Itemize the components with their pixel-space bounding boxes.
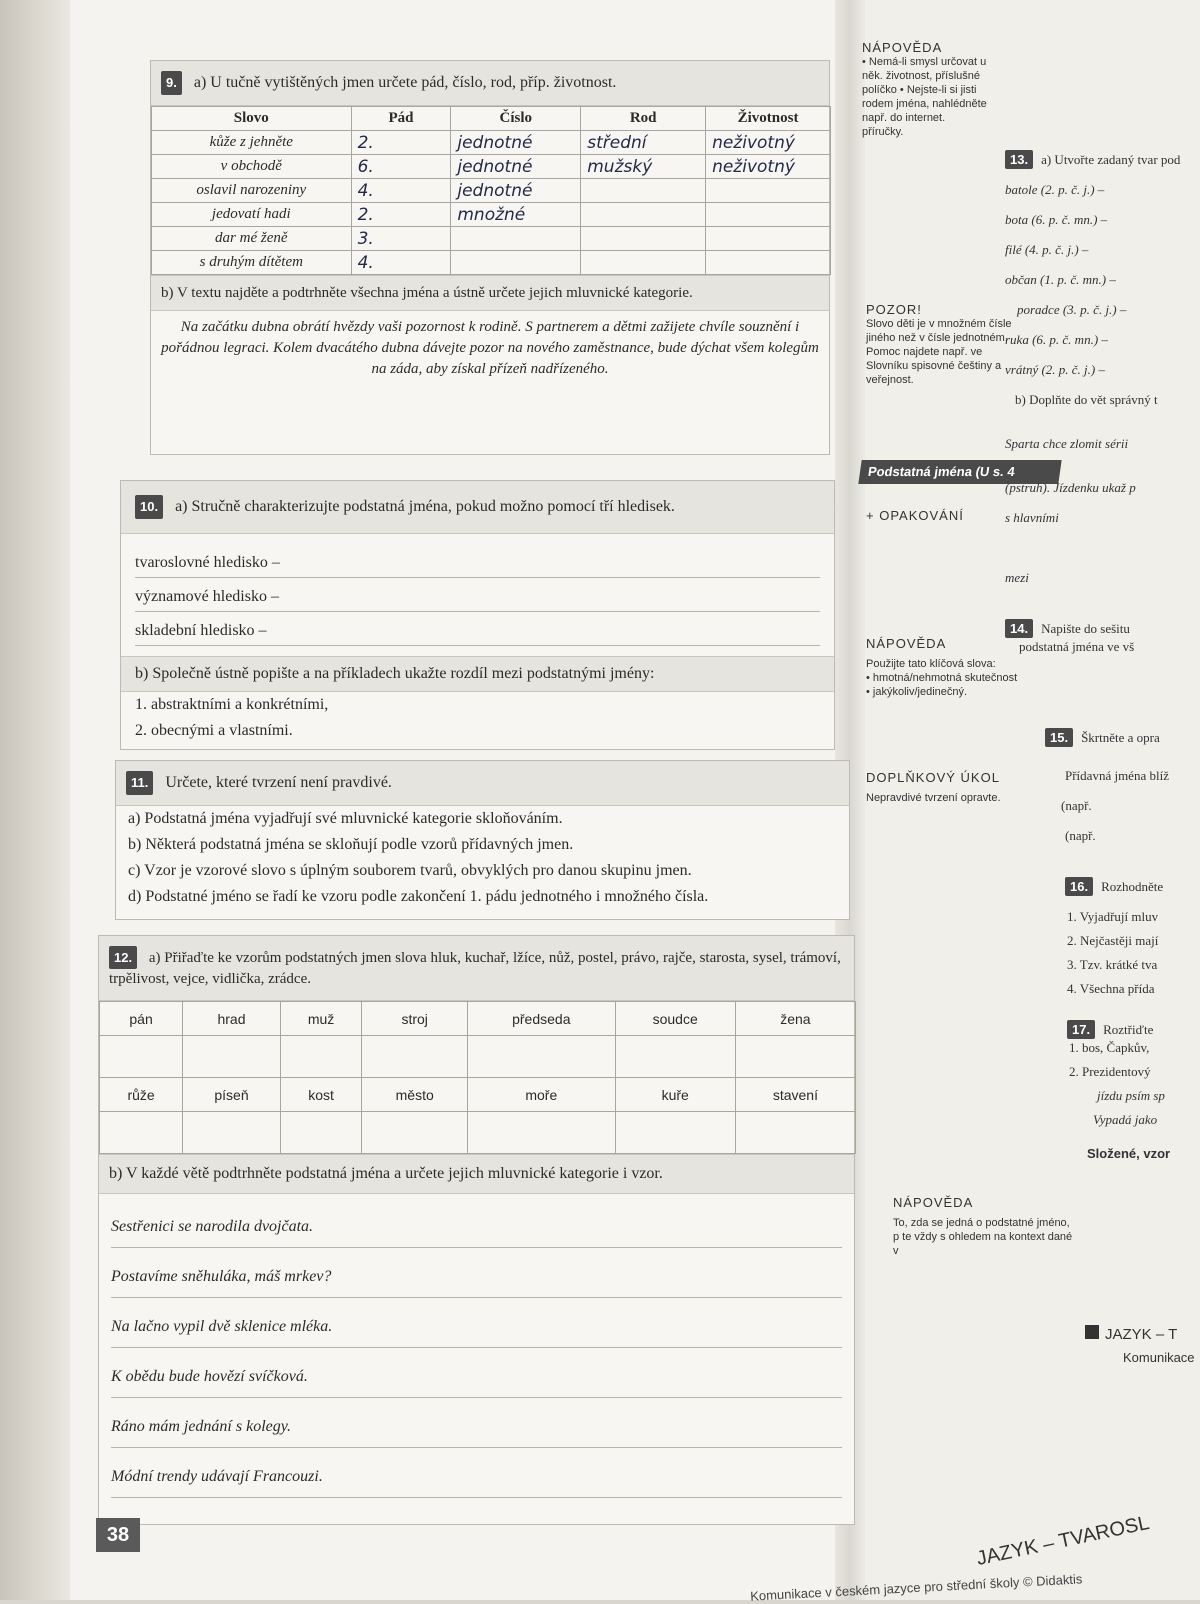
exercise-15-text: Škrtněte a opra — [1081, 730, 1160, 745]
exercise-13-number: 13. — [1005, 150, 1033, 169]
ex15-line[interactable]: Přídavná jména blíž — [1065, 768, 1169, 783]
sentence-line[interactable]: K obědu bude hovězí svíčková. — [111, 1348, 842, 1398]
right-footer-band — [1005, 1325, 1200, 1343]
pattern-header-row — [100, 1078, 856, 1112]
bottom-credit: Komunikace v českém jazyce pro střední školy © Didaktis — [749, 1571, 1083, 1604]
answer-line[interactable]: tvaroslovné hledisko – — [135, 544, 820, 578]
right-footer-text: JAZYK – T — [1105, 1326, 1178, 1343]
pattern-cell: píseň — [183, 1078, 281, 1112]
sentence-list — [99, 1194, 854, 1502]
word-cell: s druhým dítětem — [152, 251, 352, 275]
answer-cell[interactable] — [183, 1112, 281, 1154]
ex16-item[interactable]: 2. Nejčastěji mají — [1067, 933, 1159, 948]
exercise-11-heading — [116, 761, 849, 806]
answer-cell[interactable] — [468, 1036, 616, 1078]
ex13b-line[interactable]: mezi — [1005, 570, 1029, 585]
table-row — [152, 179, 831, 203]
word-cell: dar mé ženě — [152, 227, 352, 251]
answer-cell[interactable] — [362, 1036, 468, 1078]
ex17-item[interactable]: jízdu psím sp — [1097, 1088, 1165, 1103]
ex13-item[interactable]: vrátný (2. p. č. j.) – — [1005, 362, 1106, 377]
ex17-note: Složené, vzor — [1087, 1146, 1171, 1161]
sentence-line[interactable]: Sestřenici se narodila dvojčata. — [111, 1198, 842, 1248]
exercise-10-b-item: 1. abstraktními a konkrétními, — [135, 696, 329, 713]
exercise-9-header-row — [152, 107, 831, 131]
right-footer-small: Komunikace — [1123, 1350, 1195, 1365]
gender-cell[interactable]: mužský — [581, 155, 706, 179]
ex16-item[interactable]: 4. Všechna přída — [1067, 981, 1155, 996]
gender-cell[interactable] — [581, 179, 706, 203]
answer-cell[interactable] — [615, 1112, 735, 1154]
answer-cell[interactable] — [362, 1112, 468, 1154]
side-pozor — [866, 302, 1016, 386]
answer-cell[interactable] — [280, 1036, 362, 1078]
exercise-15-heading — [1005, 728, 1200, 747]
right-column — [1005, 150, 1200, 1600]
side-doplnkovy-text: Nepravdivé tvrzení opravte. — [866, 792, 1001, 804]
exercise-11-title: Určete, které tvrzení není pravdivé. — [165, 774, 392, 791]
exercise-10-b-item: 2. obecnými a vlastními. — [135, 722, 293, 739]
answer-cell[interactable] — [183, 1036, 281, 1078]
word-cell: oslavil narozeniny — [152, 179, 352, 203]
exercise-9-table — [151, 106, 831, 275]
exercise-17-number: 17. — [1067, 1020, 1095, 1039]
pattern-cell: pán — [100, 1002, 183, 1036]
exercise-11-number: 11. — [126, 771, 153, 795]
case-cell[interactable]: 3. — [351, 227, 451, 251]
ex13-item[interactable]: ruka (6. p. č. mn.) – — [1005, 332, 1108, 347]
pattern-answer-row — [100, 1112, 856, 1154]
pattern-cell: kost — [280, 1078, 362, 1112]
pattern-answer-row — [100, 1036, 856, 1078]
exercise-14-number: 14. — [1005, 619, 1033, 638]
ex17-item[interactable]: 2. Prezidentový — [1069, 1064, 1151, 1079]
exercise-12-number: 12. — [109, 946, 137, 969]
pattern-cell: stavení — [735, 1078, 855, 1112]
answer-cell[interactable] — [280, 1112, 362, 1154]
gender-cell[interactable] — [581, 251, 706, 275]
exercise-17-heading — [1005, 1020, 1200, 1039]
exercise-10-lines — [121, 534, 834, 656]
animacy-cell[interactable] — [706, 179, 831, 203]
exercise-15-number: 15. — [1045, 728, 1073, 747]
number-cell[interactable] — [451, 227, 581, 251]
ex15-line[interactable]: (např. — [1061, 798, 1092, 813]
number-cell[interactable] — [451, 251, 581, 275]
word-cell: kůže z jehněte — [152, 131, 352, 155]
exercise-14-text: Napište do sešitu — [1041, 621, 1130, 636]
number-cell[interactable]: jednotné — [451, 155, 581, 179]
side-pozor-title: POZOR! — [866, 302, 922, 317]
table-row — [152, 155, 831, 179]
exercise-16-heading — [1005, 877, 1200, 896]
sentence-line[interactable]: Ráno mám jednání s kolegy. — [111, 1398, 842, 1448]
case-cell[interactable]: 4. — [351, 179, 451, 203]
side-opakovani: + OPAKOVÁNÍ — [866, 508, 964, 523]
ex13b-text: b) Doplňte do vět správný t — [1015, 392, 1158, 407]
side-hint-3-text: To, zda se jedná o podstatné jméno, p te vždy s ohledem na kontext dané v — [893, 1217, 1073, 1257]
side-hint-3-title: NÁPOVĚDA — [893, 1195, 974, 1210]
side-doplnkovy-title: DOPLŇKOVÝ ÚKOL — [866, 770, 1000, 785]
exercise-14-heading — [1005, 619, 1200, 638]
pattern-cell: město — [362, 1078, 468, 1112]
footer-square-icon — [1085, 1325, 1099, 1339]
number-cell[interactable]: jednotné — [451, 131, 581, 155]
exercise-17-text: Roztřiďte — [1103, 1022, 1154, 1037]
exercise-9-heading — [151, 61, 829, 106]
gender-cell[interactable] — [581, 227, 706, 251]
exercise-13-text: a) Utvořte zadaný tvar pod — [1041, 152, 1181, 167]
answer-cell[interactable] — [100, 1036, 183, 1078]
ex16-item[interactable]: 3. Tzv. krátké tva — [1067, 957, 1158, 972]
case-cell[interactable]: 2. — [351, 131, 451, 155]
case-cell[interactable]: 4. — [351, 251, 451, 275]
answer-cell[interactable] — [735, 1036, 855, 1078]
number-cell[interactable]: množné — [451, 203, 581, 227]
side-hint-1 — [862, 40, 987, 155]
word-cell: jedovatí hadi — [152, 203, 352, 227]
pattern-table — [99, 1001, 856, 1154]
spine-text: JAZYK – TVAROSL — [974, 1511, 1152, 1571]
exercise-13-heading — [1005, 150, 1200, 169]
exercise-10-number: 10. — [135, 495, 163, 519]
exercise-16-number: 16. — [1065, 877, 1093, 896]
side-hint-1-text: • Nemá-li smysl určovat u něk. životnost, příslušné políčko • Nejste-li si jisti rodem jména, nahlédněte např. do internet. příručky. — [862, 56, 987, 138]
side-hint-1-title: NÁPOVĚDA — [862, 40, 943, 55]
exercise-10-heading — [121, 481, 834, 534]
table-row — [152, 251, 831, 275]
ex13-item[interactable]: filé (4. p. č. j.) – — [1005, 242, 1089, 257]
pattern-cell: kuře — [615, 1078, 735, 1112]
exercise-12-a-text: a) Přiřaďte ke vzorům podstatných jmen slova hluk, kuchař, lžíce, nůž, postel, právo, rajče, starosta, sysel, trámoví, trpělivost, vejce, vidlička, zrádce. — [109, 950, 841, 987]
pattern-cell: muž — [280, 1002, 362, 1036]
side-hint-2-item: • jakýkoliv/jedinečný. — [866, 686, 968, 698]
number-cell[interactable]: jednotné — [451, 179, 581, 203]
ex13-item[interactable]: občan (1. p. č. mn.) – — [1005, 272, 1116, 287]
animacy-cell[interactable]: neživotný — [706, 131, 831, 155]
col-header: Životnost — [706, 107, 831, 131]
col-header: Slovo — [152, 107, 352, 131]
answer-cell[interactable] — [100, 1112, 183, 1154]
ex13-item[interactable]: poradce (3. p. č. j.) – — [1017, 302, 1127, 317]
animacy-cell[interactable] — [706, 251, 831, 275]
answer-cell[interactable] — [735, 1112, 855, 1154]
ex13b-line[interactable]: s hlavními — [1005, 510, 1059, 525]
case-cell[interactable]: 6. — [351, 155, 451, 179]
gender-cell[interactable] — [581, 203, 706, 227]
ex17-item[interactable]: 1. bos, Čapkův, — [1069, 1040, 1150, 1055]
animacy-cell[interactable] — [706, 227, 831, 251]
pattern-cell: stroj — [362, 1002, 468, 1036]
sentence-line[interactable]: Postavíme sněhuláka, máš mrkev? — [111, 1248, 842, 1298]
animacy-cell[interactable] — [706, 203, 831, 227]
col-header: Číslo — [451, 107, 581, 131]
table-row — [152, 131, 831, 155]
section-band: Podstatná jména (U s. 4 — [858, 460, 1061, 484]
exercise-12-box — [98, 935, 855, 1525]
ex13-item[interactable]: batole (2. p. č. j.) – — [1005, 182, 1105, 197]
answer-line[interactable]: významové hledisko – — [135, 578, 820, 612]
pattern-cell: předseda — [468, 1002, 616, 1036]
exercise-9-a-text: a) U tučně vytištěných jmen určete pád, číslo, rod, příp. životnost. — [193, 74, 617, 91]
pattern-header-row — [100, 1002, 856, 1036]
ex17-item[interactable]: Vypadá jako — [1093, 1112, 1158, 1127]
exercise-14-line: podstatná jména ve vš — [1019, 639, 1135, 654]
ex13b-line[interactable]: (pstruh). Jízdenku ukaž p — [1005, 480, 1136, 495]
ex13b-line[interactable]: Sparta chce zlomit sérii — [1005, 436, 1129, 451]
case-cell[interactable]: 2. — [351, 203, 451, 227]
sentence-line[interactable]: Módní trendy udávají Francouzi. — [111, 1448, 842, 1498]
answer-line[interactable]: skladební hledisko – — [135, 612, 820, 646]
ex15-line[interactable]: (např. — [1065, 828, 1096, 843]
exercise-9-number: 9. — [161, 71, 182, 95]
exercise-11-item[interactable]: d) Podstatné jméno se řadí ke vzoru podle zakončení 1. pádu jednotného i množného čísla. — [128, 888, 709, 905]
animacy-cell[interactable]: neživotný — [706, 155, 831, 179]
pattern-cell: soudce — [615, 1002, 735, 1036]
side-hint-2-lead: Použijte tato klíčová slova: — [866, 658, 996, 670]
word-cell: v obchodě — [152, 155, 352, 179]
pattern-cell: hrad — [183, 1002, 281, 1036]
table-row — [152, 227, 831, 251]
exercise-11-item[interactable]: b) Některá podstatná jména se skloňují podle vzorů přídavných jmen. — [128, 836, 574, 853]
exercise-10-a-text: a) Stručně charakterizujte podstatná jména, pokud možno pomocí tří hledisek. — [175, 498, 675, 515]
table-row — [152, 203, 831, 227]
ex13-item[interactable]: bota (6. p. č. mn.) – — [1005, 212, 1108, 227]
pattern-cell: růže — [100, 1078, 183, 1112]
pattern-cell: moře — [468, 1078, 616, 1112]
col-header: Pád — [351, 107, 451, 131]
answer-cell[interactable] — [615, 1036, 735, 1078]
col-header: Rod — [581, 107, 706, 131]
exercise-9-box — [150, 60, 830, 455]
exercise-10-b-text: b) Společně ústně popište a na příkladech ukažte rozdíl mezi podstatnými jmény: — [121, 656, 834, 692]
exercise-12-heading — [99, 936, 854, 1001]
exercise-9-b-text: b) V textu najděte a podtrhněte všechna jména a ústně určete jejich mluvnické kategorie. — [151, 275, 829, 311]
side-pozor-text: Slovo děti je v množném čísle jiného než v čísle jednotném. Pomoc najdete např. ve Slovníku spisovné češtiny a veřejnost. — [866, 318, 1012, 386]
exercise-16-text: Rozhodněte — [1101, 879, 1164, 894]
exercise-11-item[interactable]: c) Vzor je vzorové slovo s úplným souborem tvarů, obvyklých pro danou skupinu jmen. — [128, 862, 692, 879]
answer-cell[interactable] — [468, 1112, 616, 1154]
gender-cell[interactable]: střední — [581, 131, 706, 155]
side-hint-2-title: NÁPOVĚDA — [866, 636, 947, 651]
exercise-11-box — [115, 760, 850, 920]
side-hint-2-item: • hmotná/nehmotná skutečnost — [866, 672, 1018, 684]
page-number: 38 — [96, 1518, 140, 1552]
exercise-11-item[interactable]: a) Podstatná jména vyjadřují své mluvnické kategorie skloňováním. — [128, 810, 563, 827]
pattern-cell: žena — [735, 1002, 855, 1036]
exercise-12-b-text: b) V každé větě podtrhněte podstatná jména a určete jejich mluvnické kategorie i vzor. — [99, 1154, 854, 1194]
exercise-9-passage: Na začátku dubna obrátí hvězdy vaši pozornost k rodině. S partnerem a dětmi zažijete chvíle souznění i pořádnou legraci. Kolem dvacátého dubna dávejte pozor na nového zaměstnance, bude dýchat všem kolegům na záda, aby získal přízeň nadřízeného. — [161, 319, 819, 377]
exercise-10-box — [120, 480, 835, 750]
sentence-line[interactable]: Na lačno vypil dvě sklenice mléka. — [111, 1298, 842, 1348]
ex16-item[interactable]: 1. Vyjadřují mluv — [1067, 909, 1159, 924]
